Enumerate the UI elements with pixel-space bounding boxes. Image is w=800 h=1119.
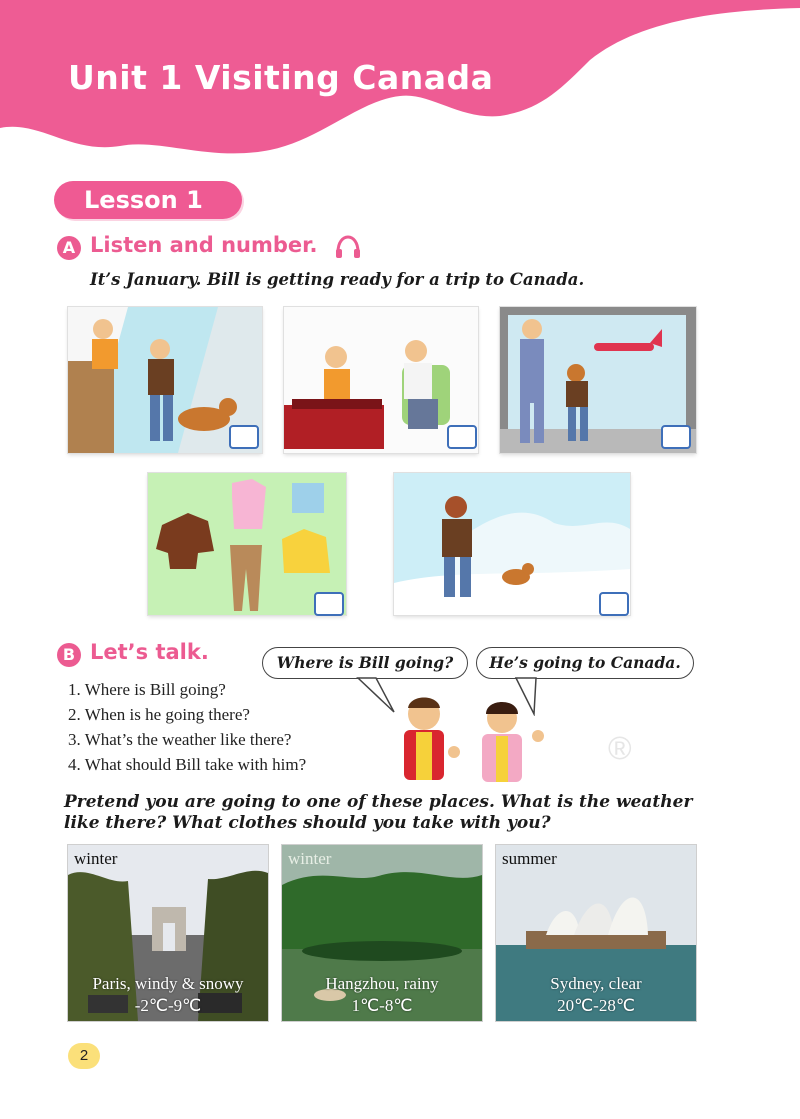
lesson-label: Lesson 1 [54, 181, 242, 219]
place-label: Paris, windy & snowy [92, 974, 244, 993]
season-label: winter [288, 849, 332, 868]
question-2: 2. When is he going there? [68, 705, 250, 724]
photo-paris [68, 845, 268, 1021]
speech-bubble-question: Where is Bill going? [262, 647, 468, 679]
headphones-icon[interactable] [334, 234, 362, 260]
number-box-1[interactable] [229, 425, 259, 449]
place-label: Hangzhou, rainy [325, 974, 439, 993]
number-box-2[interactable] [447, 425, 477, 449]
speech-bubble-answer: He’s going to Canada. [476, 647, 694, 679]
question-1: 1. Where is Bill going? [68, 680, 226, 699]
season-label: summer [502, 849, 557, 868]
question-3: 3. What’s the weather like there? [68, 730, 292, 749]
picture-5 [394, 473, 630, 615]
number-box-5[interactable] [599, 592, 629, 616]
photo-hangzhou [282, 845, 482, 1021]
section-b-heading: Let’s talk. [90, 640, 209, 664]
section-b-badge: B [57, 643, 81, 667]
temperature-label: -2℃-9℃ [134, 996, 202, 1015]
section-a-heading: Listen and number. [90, 233, 318, 257]
number-box-4[interactable] [314, 592, 344, 616]
temperature-label: 20℃-28℃ [557, 996, 635, 1015]
temperature-label: 1℃-8℃ [351, 996, 413, 1015]
question-4: 4. What should Bill take with him? [68, 755, 307, 774]
place-label: Sydney, clear [550, 974, 642, 993]
photo-sydney [496, 845, 696, 1021]
page-number: 2 [68, 1043, 100, 1069]
registered-watermark: ® [608, 730, 632, 766]
pretend-prompt: Pretend you are going to one of these places. What is the weather like there? What clothes should you take with you? [64, 792, 693, 833]
section-a-badge: A [57, 236, 81, 260]
section-a-instruction: It’s January. Bill is getting ready for a trip to Canada. [90, 270, 585, 289]
number-box-3[interactable] [661, 425, 691, 449]
children-illustration [378, 692, 568, 788]
season-label: winter [74, 849, 118, 868]
unit-title: Unit 1 Visiting Canada [68, 58, 494, 97]
